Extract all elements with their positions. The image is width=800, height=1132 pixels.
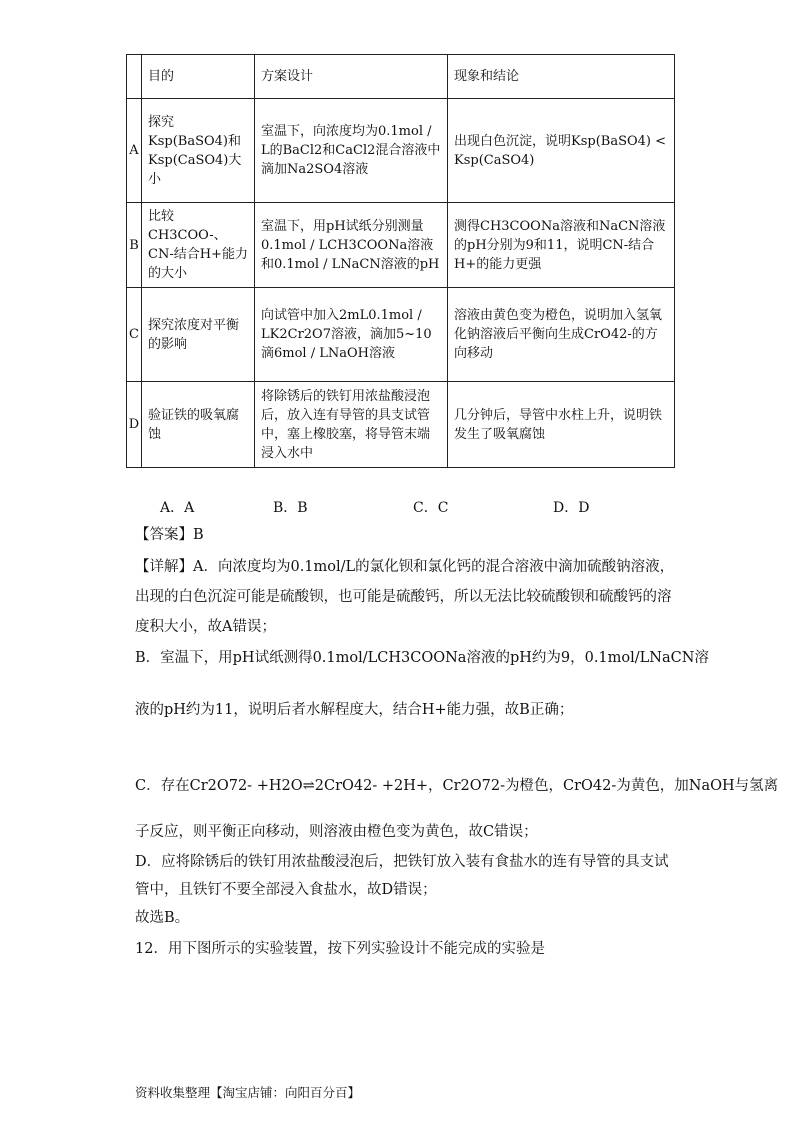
row-label: B [127, 203, 142, 288]
explain-d-line1: D．应将除锈后的铁钉用浓盐酸浸泡后，把铁钉放入装有食盐水的连有导管的具支试 [135, 854, 669, 870]
row-plan: 将除锈后的铁钉用浓盐酸浸泡后，放入连有导管的具支试管中，塞上橡胶塞，将导管末端浸入水中 [255, 382, 448, 468]
explain-c-line1: C．存在Cr2O72- +H2O⇌2CrO42- +2H+，Cr2O72-为橙色，CrO42-为黄色，加NaOH与氢离 [135, 778, 779, 794]
row-label: A [127, 99, 142, 203]
experiment-table [126, 54, 675, 468]
row-result: 溶液由黄色变为橙色，说明加入氢氧化钠溶液后平衡向生成CrO42-的方向移动 [448, 288, 675, 382]
row-plan: 室温下，向浓度均为0.1mol / L的BaCl2和CaCl2混合溶液中滴加Na2SO4溶液 [255, 99, 448, 203]
question-12: 12．用下图所示的实验装置，按下列实验设计不能完成的实验是 [135, 941, 545, 957]
row-result: 出现白色沉淀，说明Ksp(BaSO4) < Ksp(CaSO4) [448, 99, 675, 203]
table-corner-cell [127, 55, 142, 99]
table-header-row [127, 55, 675, 99]
option-a: A．A [160, 500, 195, 516]
footer-source: 资料收集整理【淘宝店铺：向阳百分百】 [135, 1085, 361, 1100]
row-label: C [127, 288, 142, 382]
final-answer: 故选B。 [135, 910, 190, 926]
row-goal: 探究浓度对平衡的影响 [142, 288, 255, 382]
row-plan: 向试管中加入2mL0.1mol / LK2Cr2O7溶液，滴加5~10滴6mol / LNaOH溶液 [255, 288, 448, 382]
explain-b-line2: 液的pH约为11，说明后者水解程度大，结合H+能力强，故B正确； [135, 702, 574, 718]
option-d: D．D [553, 500, 590, 516]
explain-a-line3: 度积大小，故A错误； [135, 619, 276, 635]
option-c: C．C [413, 500, 449, 516]
row-result: 几分钟后，导管中水柱上升，说明铁发生了吸氧腐蚀 [448, 382, 675, 468]
row-goal: 验证铁的吸氧腐蚀 [142, 382, 255, 468]
row-goal: 比较CH3COO-、CN-结合H+能力的大小 [142, 203, 255, 288]
header-goal: 目的 [142, 55, 255, 99]
row-label: D [127, 382, 142, 468]
explain-a-line1: 【详解】A．向浓度均为0.1mol/L的氯化钡和氯化钙的混合溶液中滴加硫酸钠溶液， [135, 559, 675, 575]
table-row [127, 382, 675, 468]
table-row [127, 99, 675, 203]
table-row [127, 288, 675, 382]
header-plan: 方案设计 [255, 55, 448, 99]
header-result: 现象和结论 [448, 55, 675, 99]
row-result: 测得CH3COONa溶液和NaCN溶液的pH分别为9和11，说明CN-结合H+的能力更强 [448, 203, 675, 288]
table-row [127, 203, 675, 288]
explain-b-line1: B．室温下，用pH试纸测得0.1mol/LCH3COONa溶液的pH约为9，0.1mol/LNaCN溶 [135, 650, 709, 666]
explain-a-line2: 出现的白色沉淀可能是硫酸钡，也可能是硫酸钙，所以无法比较硫酸钡和硫酸钙的溶 [135, 589, 672, 605]
explain-c-line2: 子反应，则平衡正向移动，则溶液由橙色变为黄色，故C错误； [135, 824, 538, 840]
explain-d-line2: 管中，且铁钉不要全部浸入食盐水，故D错误； [135, 882, 437, 898]
answer-line: 【答案】B [135, 527, 204, 543]
row-goal: 探究Ksp(BaSO4)和Ksp(CaSO4)大小 [142, 99, 255, 203]
row-plan: 室温下，用pH试纸分别测量0.1mol / LCH3COONa溶液和0.1mol / LNaCN溶液的pH [255, 203, 448, 288]
option-b: B．B [273, 500, 308, 516]
